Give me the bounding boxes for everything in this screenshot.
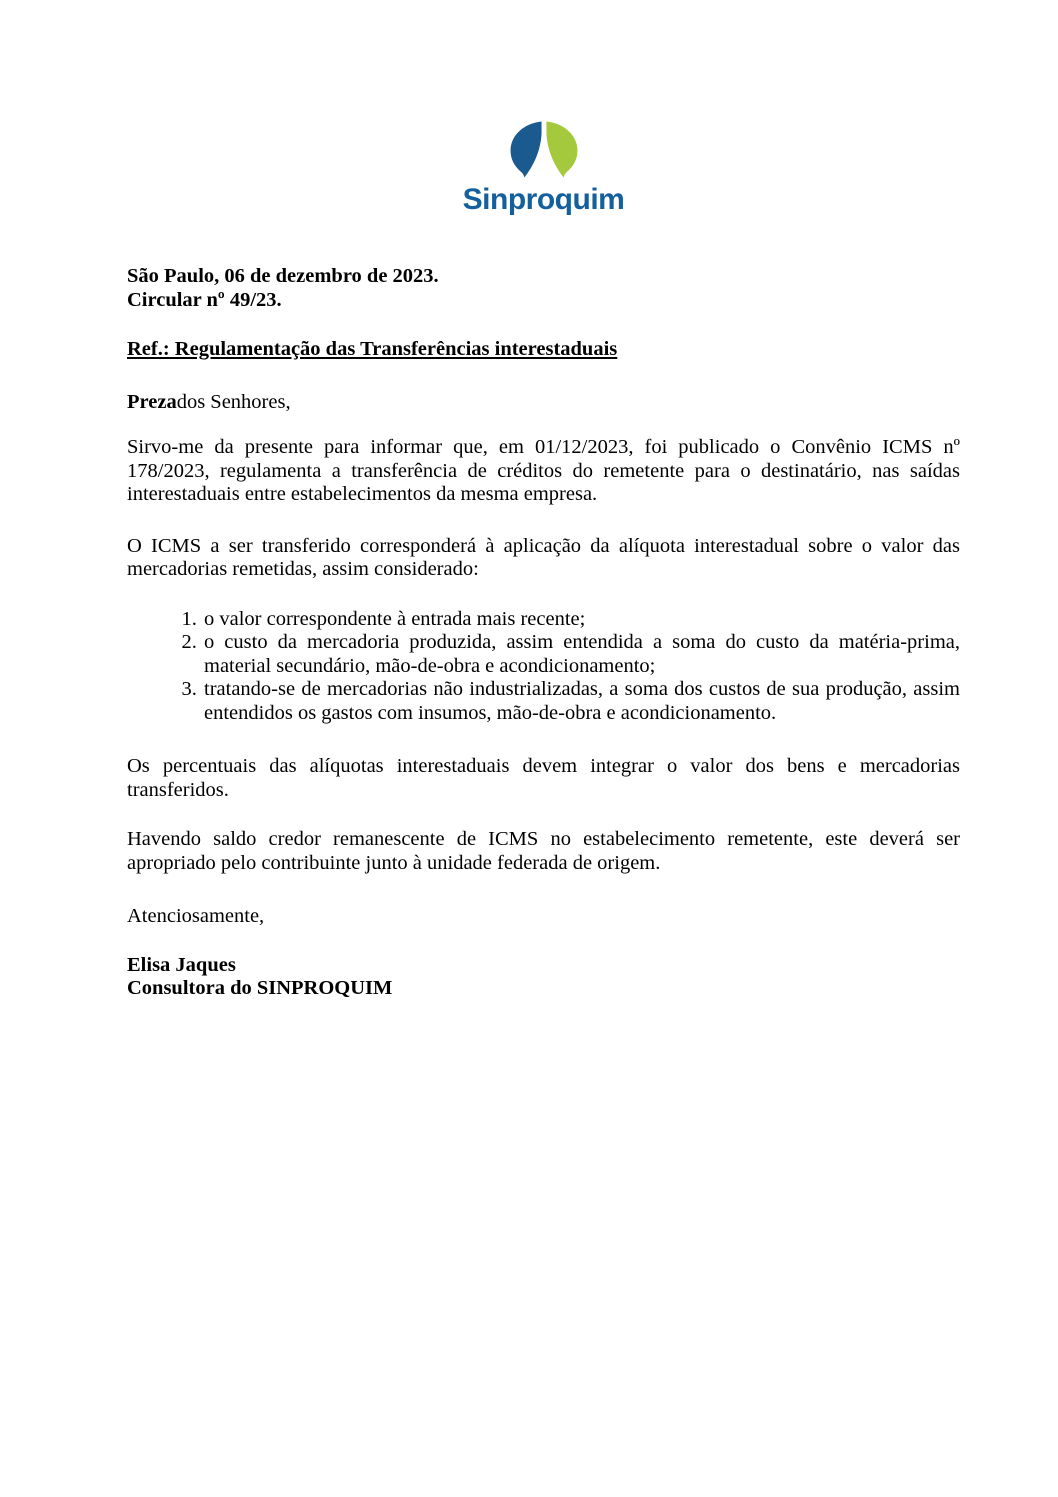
signature-title: Consultora do SINPROQUIM — [127, 977, 393, 999]
salutation — [127, 391, 960, 415]
subject-line: Ref.: Regulamentação das Transferências interestaduais — [127, 338, 618, 360]
date-line: São Paulo, 06 de dezembro de 2023. — [127, 265, 439, 287]
list-item: 3. tratando-se de mercadorias não industrializadas, a soma dos custos de sua produção, assim entendidos os gastos com insumos, mão-de-obra e acondicionamento. — [202, 678, 960, 725]
logo-right-petal-icon — [546, 121, 577, 177]
logo — [127, 121, 960, 216]
circular-number-line: Circular nº 49/23. — [127, 288, 282, 311]
sinproquim-logo-mark — [509, 121, 579, 180]
valuation-list — [127, 608, 960, 726]
list-item: 2. o custo da mercadoria produzida, assim entendida a soma do custo da matéria-prima, material secundário, mão-de-obra e acondicionamento; — [202, 631, 960, 678]
paragraph-saldo-credor: Havendo saldo credor remanescente de ICMS no estabelecimento remetente, este deverá ser apropriado pelo contribuinte junto à unidade federada de origem. — [127, 828, 960, 874]
paragraph-icms-transfer: O ICMS a ser transferido corresponderá à aplicação da alíquota interestadual sobre o valor das mercadorias remetidas, assim considerado: — [127, 534, 960, 580]
salutation-regular-part: dos Senhores, — [176, 390, 291, 413]
paragraph-convenio: Sirvo-me da presente para informar que, em 01/12/2023, foi publicado o Convênio ICMS nº 178/2023, regulamenta a transferência de créditos do remetente para o destinatário, nas saídas interestaduais entre estabelecimentos da mesma empresa. — [127, 436, 960, 505]
logo-wordmark: Sinproquim — [462, 183, 625, 216]
signature-name: Elisa Jaques — [127, 953, 236, 976]
list-item: 1. o valor correspondente à entrada mais recente; — [202, 608, 960, 632]
paragraph-percentuais: Os percentuais das alíquotas interestaduais devem integrar o valor dos bens e mercadorias transferidos. — [127, 755, 960, 801]
closing-salutation: Atenciosamente, — [127, 905, 265, 927]
salutation-bold-part: Preza — [127, 390, 177, 413]
logo-left-petal-icon — [510, 121, 541, 177]
